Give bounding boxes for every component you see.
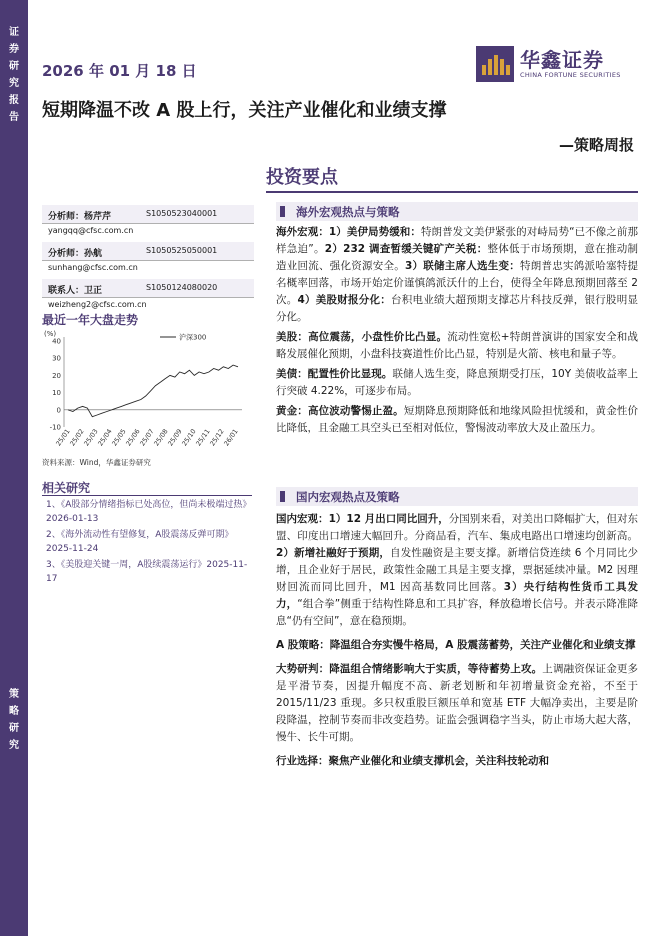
analyst-license: S1050124080020 — [146, 283, 218, 292]
domestic-heading-text: 国内宏观热点及策略 — [296, 490, 400, 504]
domestic-heading — [276, 487, 638, 506]
overseas-macro-text: 特朗普发文美伊紧张的对峙局势“已不像之前那样急迫”。 — [276, 226, 638, 255]
sidebar-char: 研 — [9, 61, 19, 72]
overseas-macro-text-2: 整体低于市场预期，意在推动制造业回流、强化资源安全。 — [276, 243, 638, 272]
analyst-row — [42, 205, 254, 223]
x-tick-label: 25/06 — [124, 427, 142, 448]
x-tick-label: 25/12 — [208, 427, 226, 448]
sidebar-char: 策 — [9, 689, 19, 700]
sidebar-char: 究 — [9, 78, 19, 89]
chart-source: 资料来源：Wind，华鑫证券研究 — [42, 458, 151, 467]
sidebar-label-report — [0, 24, 28, 126]
company-logo — [476, 44, 636, 86]
sidebar-char: 报 — [9, 95, 19, 106]
us-bond-paragraph — [276, 366, 638, 400]
overseas-macro-lead-3: 3）联储主席人选生变： — [404, 260, 521, 272]
x-tick-label: 25/07 — [138, 427, 156, 448]
us-bond-text: 联储人选生变，降息预期受打压，10Y 美债收益率上行突破 4.22%，可逐步布局。 — [276, 368, 638, 397]
sidebar-char: 券 — [9, 44, 19, 55]
y-tick-label: -10 — [49, 423, 61, 432]
analyst-name: 分析师：杨芹芹 — [48, 212, 112, 222]
y-tick-label: 30 — [52, 354, 61, 363]
overseas-macro-lead-4: 4）美股财报分化： — [297, 294, 392, 306]
y-axis-unit: (%) — [44, 330, 57, 338]
heading-marker-icon — [280, 206, 285, 217]
analyst-block — [42, 205, 254, 316]
sidebar-char: 证 — [9, 27, 19, 38]
gold-text: 短期降息预期降低和地缘风险担忧缓和，黄金性价比降低，且金融工具空头已至相对低位，警惕波动率放大及止盈压力。 — [276, 405, 639, 434]
y-tick-label: 20 — [52, 371, 61, 380]
industry-selection-paragraph: 行业选择：聚焦产业催化和业绩支撑机会，关注科技轮动和 — [276, 755, 549, 767]
report-date: 2026 年 01 月 18 日 — [42, 62, 197, 80]
us-stock-text: 流动性宽松+特朗普演讲的国家安全和战略发展催化预期，小盘科技赛道性价比凸显，特别是火箭、核电和量子等。 — [276, 331, 638, 360]
x-tick-label: 25/03 — [82, 427, 100, 448]
domestic-body — [276, 511, 638, 773]
sidebar-char: 究 — [9, 740, 19, 751]
market-judgement-text: 上调融资保证金更多是平滑节奏，因提升幅度不高、新老划断和年初增量资金充裕，不至于 2015/11/23 重现。多只权重股巨额压单和宽基 ETF 大幅净卖出，主要是阶段降温，控制节奏而非改变趋势。证监会强调稳字当头，防止市场大起大落，慢牛、长牛可期。 — [276, 663, 639, 743]
domestic-macro-lead-3: 3）央行结构性货币工具发力， — [276, 581, 638, 610]
chart-svg — [42, 327, 248, 453]
analyst-email-row — [42, 223, 254, 242]
gold-paragraph — [276, 403, 638, 437]
legend-label: 沪深300 — [179, 333, 207, 342]
x-tick-label: 25/09 — [166, 427, 184, 448]
x-tick-label: 25/04 — [96, 427, 114, 448]
analyst-row — [42, 242, 254, 260]
domestic-macro-lead: 国内宏观：1）12 月出口同比回升， — [276, 513, 449, 525]
a-share-strategy-paragraph: A 股策略：降温组合夯实慢牛格局，A 股震荡蓄势，关注产业催化和业绩支撑 — [276, 639, 636, 651]
us-stock-paragraph — [276, 329, 638, 363]
related-research-link[interactable]: 1、《A股部分情绪指标已处高位，但尚未极端过热》2026-01-13 — [46, 500, 252, 524]
sidebar-char: 研 — [9, 723, 19, 734]
us-bond-lead: 美债：配置性价比显现。 — [276, 368, 393, 380]
x-tick-label: 25/10 — [180, 427, 198, 448]
related-divider — [42, 495, 252, 496]
x-tick-label: 25/02 — [68, 427, 86, 448]
us-stock-lead: 美股：高位震荡，小盘性价比凸显。 — [276, 331, 448, 343]
analyst-license: S1050525050001 — [146, 246, 218, 255]
analyst-row — [42, 279, 254, 297]
domestic-macro-text-2: 自发性融资是主要支撑。新增信贷连续 6 个月同比少增，且企业好于居民，政策性金融工具是主要支撑，票据延续冲量。M2 因理财回流而同比回升，M1 因高基数同比回落。 — [276, 547, 638, 593]
y-tick-label: 10 — [52, 389, 61, 398]
gold-lead: 黄金：高位波动警惕止盈。 — [276, 405, 404, 417]
x-tick-label: 25/05 — [110, 427, 128, 448]
y-tick-label: 0 — [56, 406, 61, 415]
chart-title: 最近一年大盘走势 — [42, 313, 139, 327]
overseas-macro-lead: 海外宏观：1）美伊局势缓和： — [276, 226, 421, 238]
logo-mark-icon — [476, 46, 514, 82]
analyst-email-row — [42, 260, 254, 279]
overseas-macro-text-4: 台积电业绩大超预期支撑芯片科技反弹，银行股明显分化。 — [276, 294, 639, 323]
market-judgement-paragraph — [276, 661, 638, 746]
analyst-email[interactable]: yangqq@cfsc.com.cn — [48, 226, 134, 235]
overseas-body — [276, 224, 638, 440]
overseas-macro-text-3: 特朗普忠实鸽派哈塞特提名概率回落，市场开始定价谨慎鸽派沃什的上台，使得全年降息预期回落至 2 次。 — [276, 260, 639, 306]
related-research-link[interactable]: 2、《海外流动性有望修复，A股震荡反弹可期》2025-11-24 — [46, 530, 234, 554]
x-tick-label: 25/11 — [194, 427, 212, 448]
domestic-macro-lead-2: 2）新增社融好于预期， — [276, 547, 391, 559]
analyst-email[interactable]: weizheng2@cfsc.com.cn — [48, 300, 147, 309]
x-tick-label: 26/01 — [222, 427, 240, 448]
x-tick-label: 25/08 — [152, 427, 170, 448]
report-subtitle: —策略周报 — [558, 136, 634, 154]
overseas-heading — [276, 202, 638, 221]
series-line-hs300 — [68, 365, 238, 417]
report-title: 短期降温不改 A 股上行，关注产业催化和业绩支撑 — [42, 100, 447, 121]
side-bar — [0, 0, 28, 936]
domestic-macro-paragraph — [276, 511, 638, 630]
analyst-name: 分析师：孙航 — [48, 249, 103, 259]
related-research-list — [46, 498, 256, 588]
overseas-macro-lead-2: 2）232 调查暂缓关键矿产关税： — [324, 243, 488, 255]
logo-name: 华鑫证券 — [520, 48, 604, 72]
logo-english-name: CHINA FORTUNE SECURITIES — [520, 71, 621, 79]
analyst-license: S1050523040001 — [146, 209, 218, 218]
sidebar-label-strategy — [0, 686, 28, 754]
x-tick-label: 25/01 — [54, 427, 72, 448]
section-title: 投资要点 — [266, 167, 338, 188]
overseas-macro-paragraph — [276, 224, 638, 326]
domestic-macro-text-3: “组合拳”侧重于结构性降息和工具扩容，释放稳增长信号。并表示降准降息“仍有空间”，意在稳预期。 — [276, 598, 638, 627]
related-research-title: 相关研究 — [42, 481, 91, 495]
market-judgement-lead: 大势研判：降温组合情绪影响大于实质，等待蓄势上攻。 — [276, 663, 543, 675]
section-divider — [266, 191, 638, 193]
domestic-macro-text: 分国别来看，对美出口降幅扩大，但对东盟、印度出口增速大幅回升。分商品看，汽车、集成电路出口增速均创新高。 — [276, 513, 638, 542]
analyst-email[interactable]: sunhang@cfsc.com.cn — [48, 263, 138, 272]
y-tick-label: 40 — [52, 337, 61, 346]
heading-marker-icon — [280, 491, 285, 502]
market-trend-chart — [42, 327, 248, 453]
sidebar-char: 略 — [9, 706, 19, 717]
sidebar-char: 告 — [9, 112, 19, 123]
contact-name: 联系人：卫正 — [48, 286, 103, 296]
overseas-heading-text: 海外宏观热点与策略 — [296, 205, 400, 219]
related-research-link[interactable]: 3、《美股迎关键一周，A股续震荡运行》2025-11-17 — [46, 560, 248, 584]
